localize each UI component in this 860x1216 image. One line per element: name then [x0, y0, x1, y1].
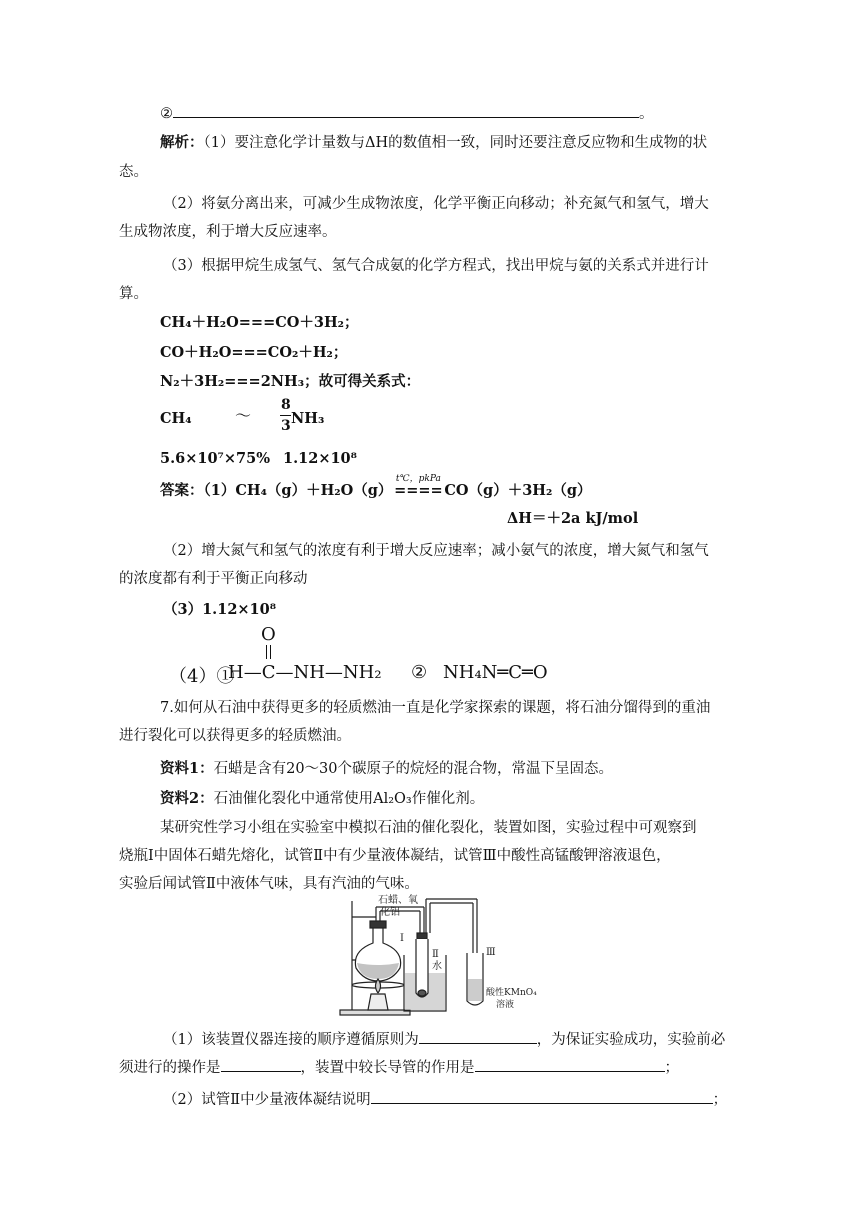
value-left: 5.6×10⁷×75% — [160, 450, 271, 467]
label-kmno4-1: 酸性KMnO₄ — [486, 988, 537, 998]
label-tube-III: Ⅲ — [486, 947, 496, 958]
desc-c: 实验后闻试管Ⅱ中液体气味，具有汽油的气味。 — [119, 876, 419, 892]
label-paraffin-1: 石蜡、氧 — [378, 895, 418, 906]
ref-1-text: 石蜡是含有20～30个碳原子的烷烃的混合物，常温下呈固态。 — [213, 761, 613, 777]
item2-line — [160, 103, 654, 124]
answer-4-circle2: ② — [411, 662, 428, 683]
double-bond-right — [270, 645, 271, 659]
answer-2b: 的浓度都有利于平衡正向移动 — [119, 571, 308, 587]
desc-b: 烧瓶Ⅰ中固体石蜡先熔化，试管Ⅱ中有少量液体凝结，试管Ⅲ中酸性高锰酸钾溶液退色， — [119, 848, 671, 864]
structure-2: NH₄N═C═O — [443, 662, 548, 683]
q7-1-text-c: 须进行的操作是 — [119, 1060, 221, 1076]
q7-1-text-a: （1）该装置仪器连接的顺序遵循原则为 — [163, 1032, 419, 1048]
q7-2-line — [163, 1089, 727, 1110]
analysis-1b: 态。 — [119, 164, 148, 180]
apparatus-figure — [336, 893, 566, 1021]
ref-1 — [160, 759, 613, 779]
answer-label: 答案： — [160, 482, 204, 499]
label-paraffin-2: 化铝 — [380, 907, 400, 918]
item2-period: 。 — [639, 106, 654, 122]
analysis-label: 解析： — [160, 134, 204, 151]
ref-2 — [160, 789, 484, 809]
answer-blank-4[interactable] — [371, 1089, 713, 1104]
answer-2a: （2）增大氮气和氢气的浓度有利于增大反应速率；减小氨气的浓度，增大氮气和氢气 — [163, 543, 709, 559]
fraction-bar — [280, 415, 291, 416]
relation-left: CH₄ — [160, 410, 192, 427]
equation-2: CO＋H₂O===CO₂＋H₂； — [160, 344, 348, 361]
answer-blank[interactable] — [173, 103, 639, 118]
carbonyl-oxygen: O — [261, 624, 276, 645]
answer-blank-3[interactable] — [475, 1057, 665, 1072]
answer-1-products: CO（g）＋3H₂（g） — [444, 482, 592, 499]
q7-stem-a: 7.如何从石油中获得更多的轻质燃油一直是化学家探索的课题，将石油分馏得到的重油 — [160, 700, 711, 716]
double-bond-left — [266, 645, 267, 659]
ref-2-label: 资料2： — [160, 790, 214, 807]
ref-1-label: 资料1： — [160, 760, 214, 777]
value-right: 1.12×10⁸ — [283, 450, 357, 467]
q7-1-text-e: ； — [664, 1060, 679, 1076]
analysis-text: （1）要注意化学计量数与ΔH的数值相一致，同时还要注意反应物和生成物的状 — [203, 135, 708, 151]
ref-2-text: 石油催化裂化中通常使用Al₂O₃作催化剂。 — [213, 791, 485, 807]
answer-3: （3）1.12×10⁸ — [163, 601, 277, 618]
answer-blank-2[interactable] — [221, 1057, 301, 1072]
label-tube-II: Ⅱ — [432, 949, 439, 960]
fraction-numerator: 8 — [281, 397, 291, 413]
answer-1 — [160, 474, 592, 501]
answer-blank-1[interactable] — [419, 1029, 537, 1044]
q7-1-text-d: ，装置中较长导管的作用是 — [300, 1060, 475, 1076]
q7-1-line-b — [119, 1057, 679, 1078]
reaction-arrow — [392, 474, 444, 501]
analysis-1a — [160, 133, 707, 153]
answer-1-text: （1）CH₄（g）＋H₂O（g） — [203, 482, 393, 499]
equals-sign: ==== — [394, 482, 443, 499]
q7-1-text-b: ，为保证实验成功，实验前必 — [536, 1032, 726, 1048]
answer-4-prefix: （4）① — [169, 666, 235, 687]
analysis-2b: 生成物浓度，利于增大反应速率。 — [119, 224, 337, 240]
structure-1: H—C—NH—NH₂ — [228, 662, 382, 683]
label-water: 水 — [432, 961, 442, 972]
q7-2-end: ； — [712, 1092, 728, 1108]
analysis-3a: （3）根据甲烷生成氢气、氢气合成氨的化学方程式，找出甲烷与氨的关系式并进行计 — [163, 258, 709, 274]
reaction-condition: t℃，pkPa — [395, 474, 441, 484]
analysis-2a: （2）将氨分离出来，可减少生成物浓度，化学平衡正向移动；补充氮气和氢气，增大 — [163, 196, 709, 212]
relation-right: NH₃ — [291, 410, 325, 427]
equation-1: CH₄＋H₂O===CO＋3H₂； — [160, 314, 359, 331]
fraction-denominator: 3 — [281, 418, 291, 434]
analysis-3b: 算。 — [119, 286, 148, 302]
item2-marker: ② — [160, 106, 173, 122]
relation-tilde: ～ — [235, 406, 252, 425]
desc-a: 某研究性学习小组在实验室中模拟石油的催化裂化，装置如图，实验过程中可观察到 — [160, 820, 697, 836]
label-kmno4-2: 溶液 — [496, 1000, 515, 1010]
equation-3: N₂＋3H₂===2NH₃；故可得关系式： — [160, 373, 421, 390]
q7-stem-b: 进行裂化可以获得更多的轻质燃油。 — [119, 728, 351, 744]
q7-2-text: （2）试管Ⅱ中少量液体凝结说明 — [163, 1092, 371, 1108]
q7-1-line-a — [163, 1029, 725, 1050]
label-flask-I: Ⅰ — [400, 933, 404, 944]
answer-1-dh: ΔH＝＋2a kJ/mol — [507, 510, 639, 527]
